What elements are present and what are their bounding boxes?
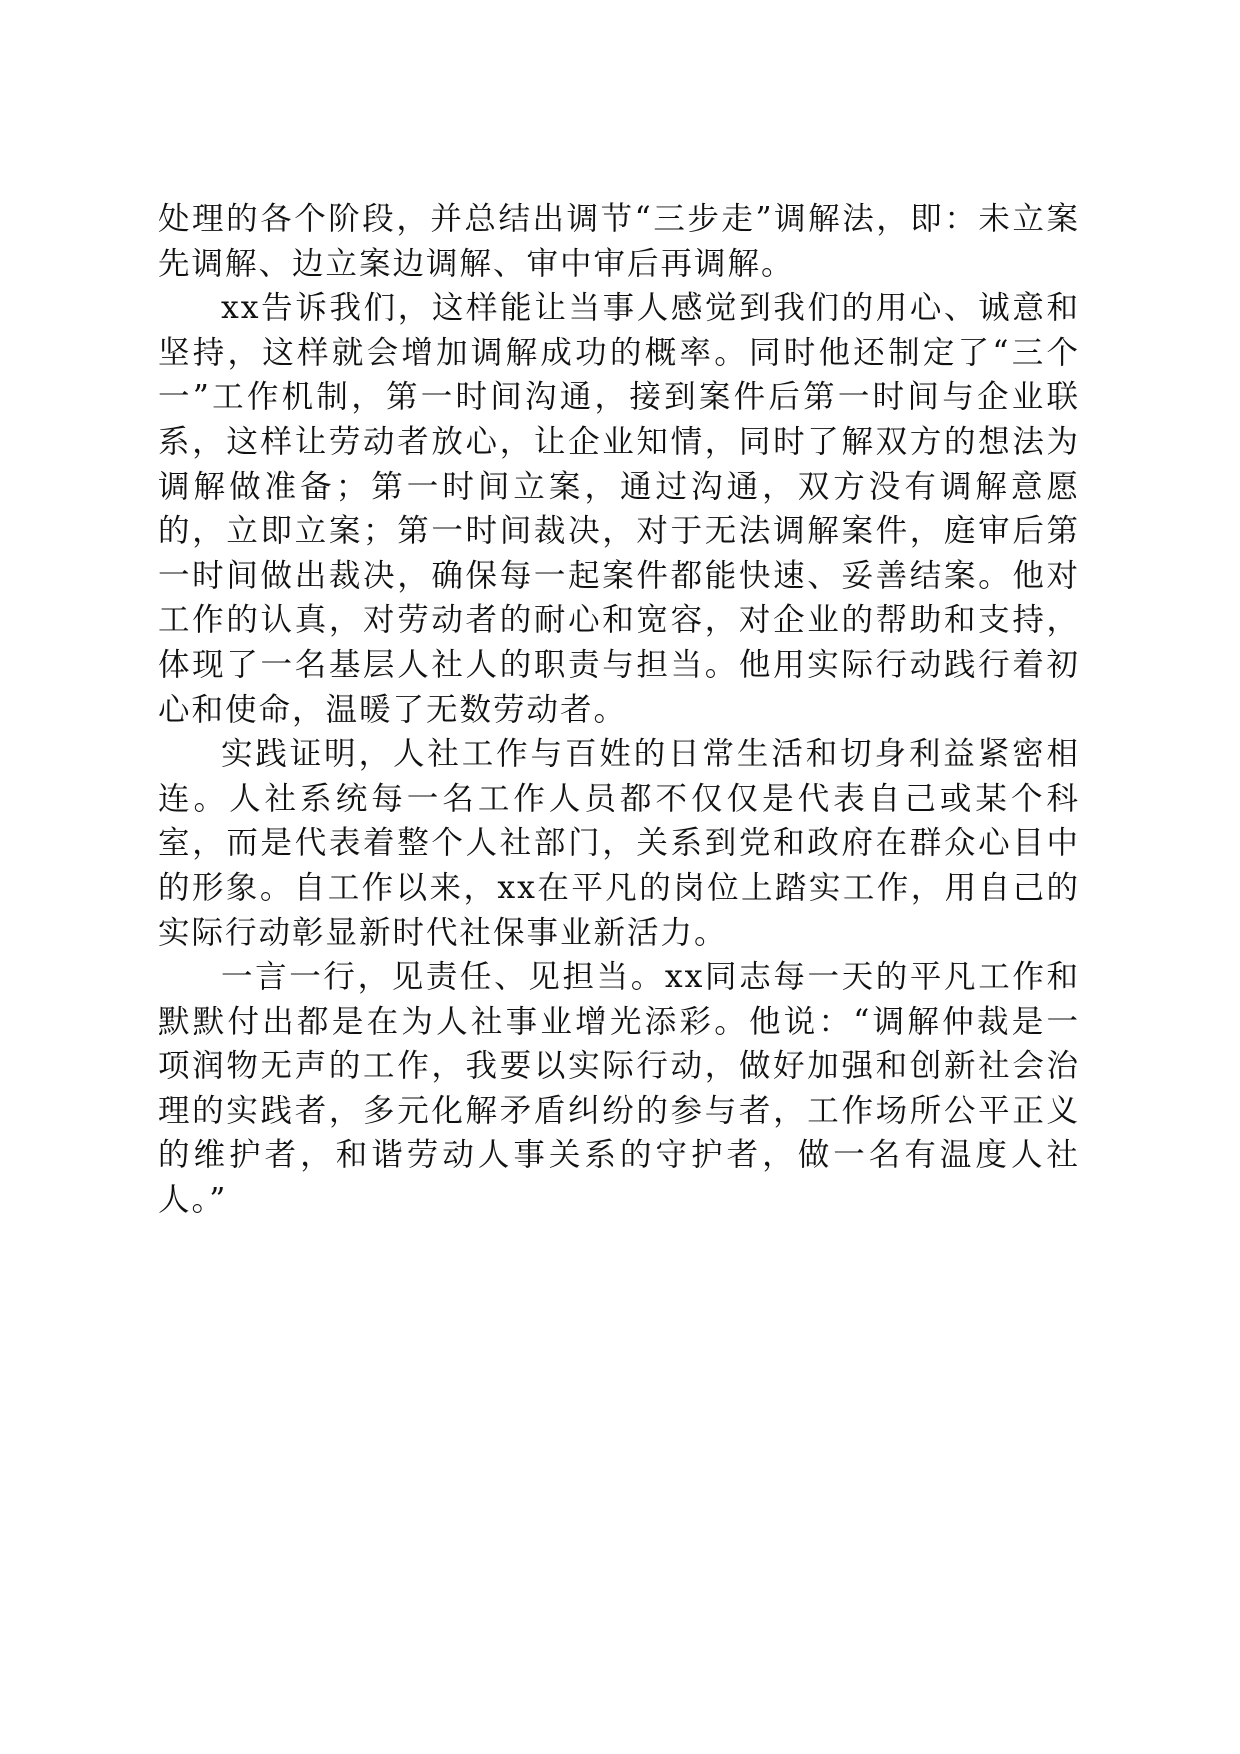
document-body <box>158 197 1080 1223</box>
paragraph-practice-proves: 实践证明，人社工作与百姓的日常生活和切身利益紧密相连。人社系统每一名工作人员都不仅仅是代表自己或某个科室，而是代表着整个人社部门，关系到党和政府在群众心目中的形象。自工作以来，xx在平凡的岗位上踏实工作，用自己的实际行动彰显新时代社保事业新活力。 <box>158 736 1080 951</box>
paragraph-continuation: 处理的各个阶段，并总结出调节“三步走”调解法，即：未立案先调解、边立案边调解、审中审后再调解。 <box>158 201 1080 282</box>
paragraph-mediation-mechanism: xx告诉我们，这样能让当事人感觉到我们的用心、诚意和坚持，这样就会增加调解成功的概率。同时他还制定了“三个一”工作机制，第一时间沟通，接到案件后第一时间与企业联系，这样让劳动者放心，让企业知情，同时了解双方的想法为调解做准备；第一时间立案，通过沟通，双方没有调解意愿的，立即立案；第一时间裁决，对于无法调解案件，庭审后第一时间做出裁决，确保每一起案件都能快速、妥善结案。他对工作的认真，对劳动者的耐心和宽容，对企业的帮助和支持，体现了一名基层人社人的职责与担当。他用实际行动践行着初心和使命，温暖了无数劳动者。 <box>158 290 1080 728</box>
paragraph-closing-quote: 一言一行，见责任、见担当。xx同志每一天的平凡工作和默默付出都是在为人社事业增光添彩。他说：“调解仲裁是一项润物无声的工作，我要以实际行动，做好加强和创新社会治理的实践者，多元化解矛盾纠纷的参与者，工作场所公平正义的维护者，和谐劳动人事关系的守护者，做一名有温度人社人。” <box>158 959 1080 1219</box>
